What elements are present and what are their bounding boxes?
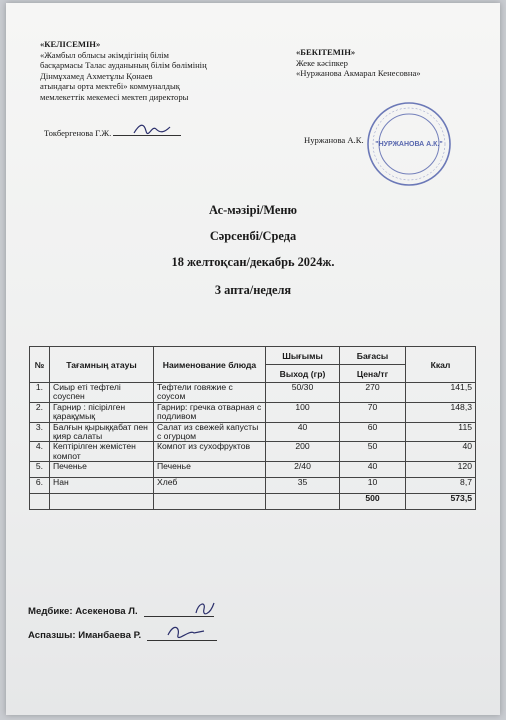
row-num: 5. bbox=[30, 462, 50, 478]
dish-kcal: 141,5 bbox=[406, 383, 476, 403]
dish-yield: 200 bbox=[266, 442, 340, 462]
table-row bbox=[30, 462, 476, 478]
dish-yield: 35 bbox=[266, 478, 340, 494]
row-num: 2. bbox=[30, 402, 50, 422]
row-num: 1. bbox=[30, 383, 50, 403]
company-stamp-icon bbox=[366, 101, 452, 187]
nurse-signature bbox=[28, 606, 214, 617]
col-header-name-ru: Наименование блюда bbox=[154, 347, 266, 383]
approval-left-line: «Жамбыл облысы әкімдігінің білім bbox=[40, 49, 169, 60]
dish-name-kz: Кептірілген жемістен компот bbox=[50, 442, 154, 462]
approval-left-signatory: Токбергенова Г.Ж. bbox=[44, 128, 112, 138]
dish-name-kz: Гарнир : пісірілген қарақұмық bbox=[50, 402, 154, 422]
dish-price: 270 bbox=[340, 383, 406, 403]
stamp-text: "НУРЖАНОВА А.К." bbox=[375, 141, 443, 148]
col-header-name-kz: Тағамның атауы bbox=[50, 347, 154, 383]
dish-yield: 50/30 bbox=[266, 383, 340, 403]
total-empty-cell bbox=[154, 494, 266, 510]
total-empty-cell bbox=[30, 494, 50, 510]
dish-name-kz: Печенье bbox=[50, 462, 154, 478]
dish-price: 60 bbox=[340, 422, 406, 442]
dish-name-ru: Тефтели говяжие с соусом bbox=[154, 383, 266, 403]
menu-title: Ас-мәзірі/Меню bbox=[208, 203, 298, 217]
row-num: 6. bbox=[30, 478, 50, 494]
dish-kcal: 120 bbox=[406, 462, 476, 478]
table-row bbox=[30, 422, 476, 442]
approval-right-line: Жеке кәсіпкер bbox=[296, 57, 348, 68]
row-num: 3. bbox=[30, 422, 50, 442]
dish-kcal: 148,3 bbox=[406, 402, 476, 422]
total-empty-cell bbox=[50, 494, 154, 510]
dish-kcal: 115 bbox=[406, 422, 476, 442]
dish-kcal: 8,7 bbox=[406, 478, 476, 494]
day-title: Сәрсенбі/Среда bbox=[209, 229, 297, 243]
dish-yield: 2/40 bbox=[266, 462, 340, 478]
cook-label: Аспазшы: Иманбаева Р. bbox=[28, 630, 142, 641]
date-title: 18 желтоқсан/декабрь 2024ж. bbox=[171, 255, 335, 269]
col-header-yield-kz: Шығымы bbox=[266, 347, 340, 365]
signature-scribble-icon bbox=[132, 121, 172, 137]
dish-name-ru: Салат из свежей капусты с огурцом bbox=[154, 422, 266, 442]
col-header-kcal: Ккал bbox=[406, 347, 476, 383]
dish-name-ru: Компот из сухофруктов bbox=[154, 442, 266, 462]
signature-scribble-icon bbox=[166, 623, 206, 641]
approval-left-heading: «КЕЛІСЕМІН» bbox=[40, 39, 101, 49]
table-row bbox=[30, 402, 476, 422]
dish-name-ru: Гарнир: гречка отварная с подливом bbox=[154, 402, 266, 422]
dish-price: 70 bbox=[340, 402, 406, 422]
approval-right-signature bbox=[304, 135, 364, 145]
approval-right-heading: «БЕКІТЕМІН» bbox=[296, 47, 356, 57]
dish-yield: 100 bbox=[266, 402, 340, 422]
approval-left-line: Дінмұхамед Ахметұлы Қонаев bbox=[40, 70, 153, 81]
dish-name-kz: Сиыр еті тефтелі соуспен bbox=[50, 383, 154, 403]
menu-table bbox=[29, 346, 476, 510]
menu-document bbox=[6, 3, 500, 715]
col-header-yield-ru: Выход (гр) bbox=[266, 365, 340, 383]
nurse-label: Медбике: Асекенова Л. bbox=[28, 606, 138, 617]
dish-name-kz: Нан bbox=[50, 478, 154, 494]
table-row bbox=[30, 383, 476, 403]
col-header-num: № bbox=[30, 347, 50, 383]
dish-price: 40 bbox=[340, 462, 406, 478]
dish-price: 50 bbox=[340, 442, 406, 462]
total-kcal: 573,5 bbox=[406, 494, 476, 510]
col-header-price-kz: Бағасы bbox=[340, 347, 406, 365]
approval-left-line: атындағы орта мектебі» коммуналдық bbox=[40, 81, 180, 92]
approval-right-signatory: Нуржанова А.К. bbox=[304, 135, 364, 145]
dish-yield: 40 bbox=[266, 422, 340, 442]
dish-price: 10 bbox=[340, 478, 406, 494]
dish-kcal: 40 bbox=[406, 442, 476, 462]
table-total-row bbox=[30, 494, 476, 510]
table-row bbox=[30, 478, 476, 494]
approval-left-line: басқармасы Талас ауданының білім бөлімінің bbox=[40, 60, 207, 71]
approval-left-block bbox=[40, 39, 240, 103]
row-num: 4. bbox=[30, 442, 50, 462]
approval-right-block bbox=[296, 47, 486, 79]
table-row bbox=[30, 442, 476, 462]
approval-left-line: мемлекеттік мекемесі мектеп директоры bbox=[40, 91, 189, 102]
total-empty-cell bbox=[266, 494, 340, 510]
dish-name-kz: Балғын қырыққабат пен қияр салаты bbox=[50, 422, 154, 442]
total-price: 500 bbox=[340, 494, 406, 510]
week-title: 3 апта/неделя bbox=[214, 283, 292, 297]
col-header-price-ru: Цена/тг bbox=[340, 365, 406, 383]
signature-scribble-icon bbox=[192, 599, 218, 617]
dish-name-ru: Печенье bbox=[154, 462, 266, 478]
dish-name-ru: Хлеб bbox=[154, 478, 266, 494]
approval-right-line: «Нуржанова Акмарал Кенесовна» bbox=[296, 68, 421, 79]
